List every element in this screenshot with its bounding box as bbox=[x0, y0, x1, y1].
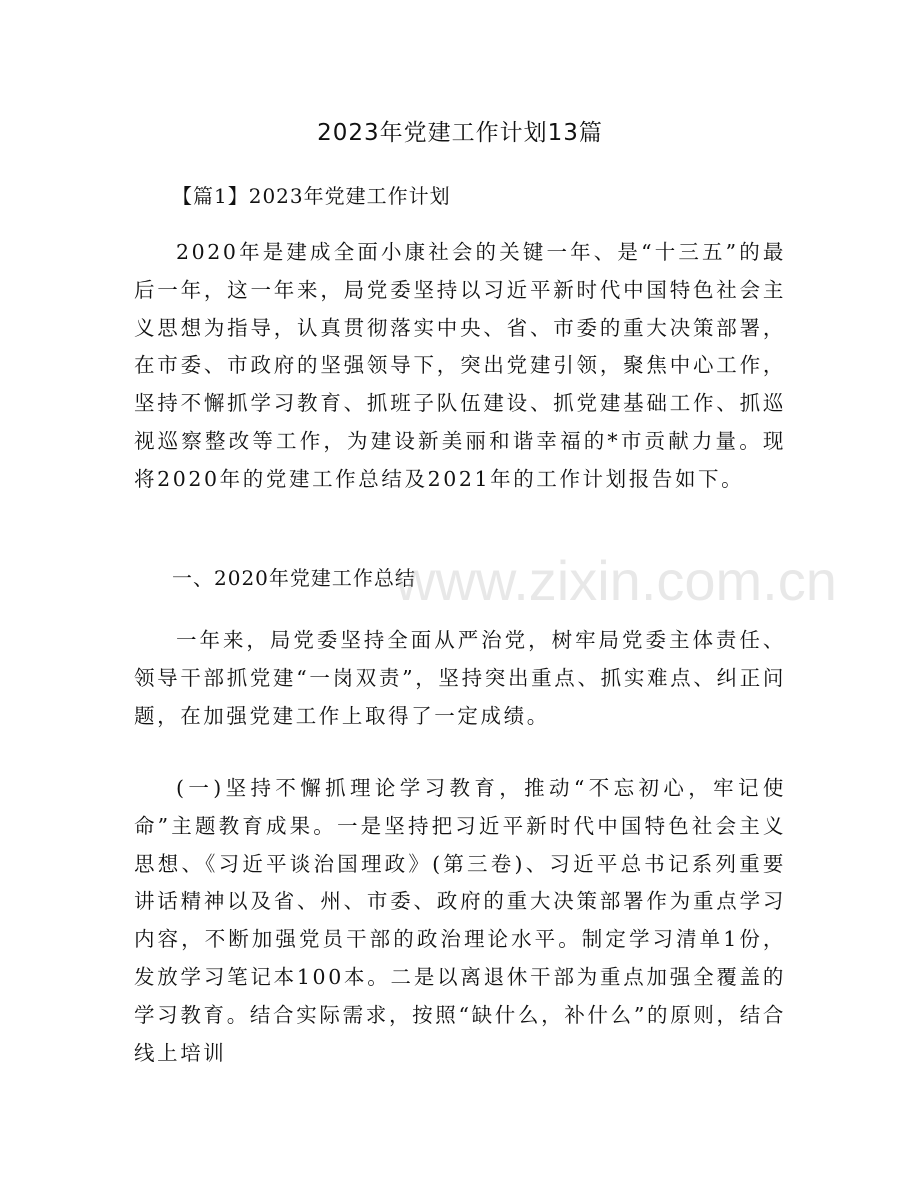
section-heading: 【篇1】2023年党建工作计划 bbox=[172, 184, 451, 208]
paragraph-intro: 2020年是建成全面小康社会的关键一年、是“十三五”的最后一年，这一年来，局党委坚持以习近平新时代中国特色社会主义思想为指导，认真贯彻落实中央、省、市委的重大决策部署，在市委、市政府的坚强领导下，突出党建引领，聚焦中心工作，坚持不懈抓学习教育、抓班子队伍建设、抓党建基础工作、抓巡视巡察整改等工作，为建设新美丽和谐幸福的*市贡献力量。现将2020年的党建工作总结及2021年的工作计划报告如下。 bbox=[134, 240, 786, 491]
subheading-summary: 一、2020年党建工作总结 bbox=[172, 566, 416, 590]
paragraph-theory-study: (一)坚持不懈抓理论学习教育，推动“不忘初心，牢记使命”主题教育成果。一是坚持把习近平新时代中国特色社会主义思想、《习近平谈治国理政》(第三卷)、习近平总书记系列重要讲话精神以及省、州、市委、政府的重大决策部署作为重点学习内容，不断加强党员干部的政治理论水平。制定学习清单1份，发放学习笔记本100本。二是以离退休干部为重点加强全覆盖的学习教育。结合实际需求，按照“缺什么，补什么”的原则，结合线上培训 bbox=[134, 776, 786, 1065]
document-title: 2023年党建工作计划13篇 bbox=[317, 120, 603, 146]
watermark: www.zixin.com.cn bbox=[395, 549, 837, 612]
paragraph-overview: 一年来，局党委坚持全面从严治党，树牢局党委主体责任、领导干部抓党建“一岗双责”，坚持突出重点、抓实难点、纠正问题，在加强党建工作上取得了一定成绩。 bbox=[134, 628, 786, 728]
